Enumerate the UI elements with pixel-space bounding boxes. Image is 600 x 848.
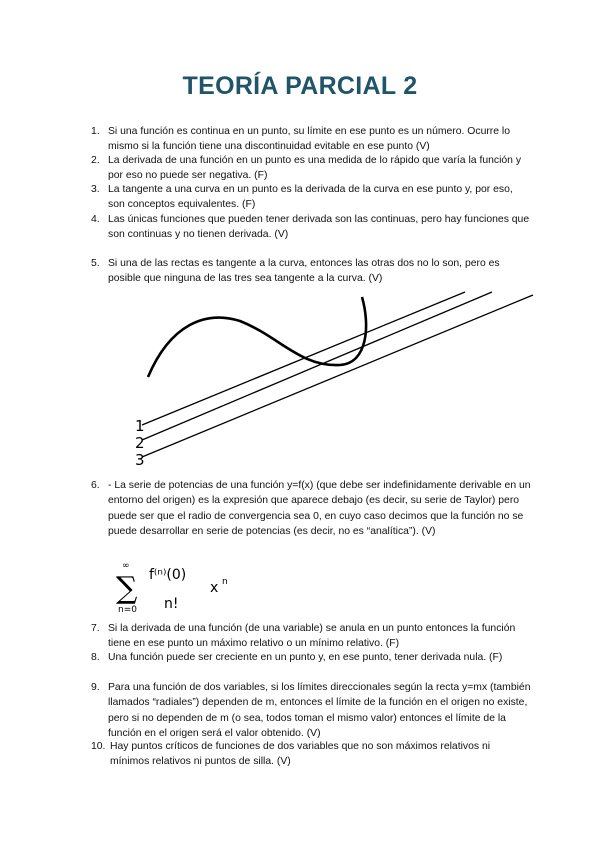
list-item-10 [91,739,531,770]
item-text: La derivada de una función en un punto es una medida de lo rápido que varía la función y por eso no puede ser negativa. (F) [108,155,522,182]
item-number: 3. [91,184,100,195]
item-text: Para una función de dos variables, si los límites direccionales según la recta y=mx (también llamados “radiales”) dependen de m, entonces el límite de la función en el origen no existe, pero si no dependen de m (o sea, todos toman el mismo valor) entonces el límite de la función en el origen será el valor obtenido. (V) [108,682,531,739]
list-item-3 [91,182,531,213]
line-1-label: 1 [135,417,145,435]
variable-x: x [210,580,219,596]
sigma-symbol: ∑ [116,571,138,606]
cubic-curve [148,297,366,377]
list-item-6 [91,478,531,539]
line-3-label: 3 [135,451,145,469]
item-number: 5. [91,258,100,269]
taylor-series-formula [112,558,262,616]
sum-lower-limit: n=0 [118,605,137,615]
item-text: Si una función es continua en un punto, su límite en ese punto es un número. Ocurre lo mismo si la función tiene una discontinuidad evitable en ese punto (V) [108,126,511,153]
item-number: 4. [91,214,100,225]
item-text: Hay puntos críticos de funciones de dos variables que no son máximos relativos ni mínimos relativos ni puntos de silla. (V) [110,741,491,768]
line-2-label: 2 [135,434,145,452]
exponent-n: n [222,577,228,587]
item-number: 9. [91,682,100,693]
sum-upper-limit: ∞ [122,561,130,571]
line-1 [142,292,465,425]
item-number: 7. [91,623,100,634]
item-text: Si una de las rectas es tangente a la curva, entonces las otras dos no lo son, pero es posible que ninguna de las tres sea tangente a la curva. (V) [108,258,500,285]
list-item-1 [91,124,531,155]
item-number: 10. [91,741,106,752]
list-item-7 [91,621,531,652]
list-item-4 [91,212,531,243]
list-item-9 [91,680,531,741]
list-item-2 [91,153,531,184]
item-number: 8. [91,652,100,663]
item-number: 6. [91,480,100,491]
tangent-lines-figure [130,285,540,470]
item-number: 1. [91,126,100,137]
list-item-5 [91,256,531,287]
item-text: Si la derivada de una función (de una variable) se anula en un punto entonces la función tiene en ese punto un máximo relativo o un mínimo relativo. (F) [108,623,516,650]
item-number: 2. [91,155,100,166]
item-text: La tangente a una curva en un punto es la derivada de la curva en ese punto y, por eso, son conceptos equivalentes. (F) [108,184,513,211]
numerator: f⁽ⁿ⁾(0) [149,567,187,583]
denominator: n! [164,596,179,612]
item-text: Una función puede ser creciente en un punto y, en ese punto, tener derivada nula. (F) [108,652,503,663]
list-item-8 [91,650,531,665]
item-text: - La serie de potencias de una función y=f(x) (que debe ser indefinidamente derivable en un entorno del origen) es la expresión que aparece debajo (es decir, su serie de Taylor) pero puede ser que el radio de convergencia sea 0, en cuyo caso decimos que la función no se puede desarrollar en serie de potencias (es decir, no es “analítica”). (V) [108,480,531,537]
line-2 [142,292,492,440]
page-title: TEORÍA PARCIAL 2 [182,72,418,100]
item-text: Las únicas funciones que pueden tener derivada son las continuas, pero hay funciones que son continuas y no tienen derivada. (V) [108,214,530,241]
